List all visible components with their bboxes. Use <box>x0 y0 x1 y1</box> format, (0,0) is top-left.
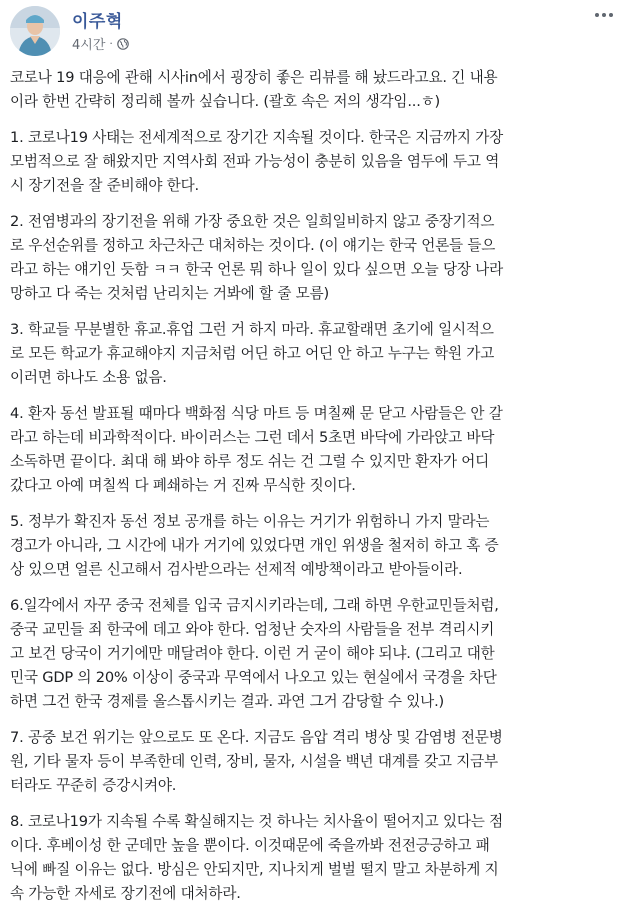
post-paragraph-8: 8. 코로나19가 지속될 수록 확실해지는 것 하나는 치사율이 떨어지고 있다는 점 이다. 후베이성 한 군데만 높을 뿐이다. 이것때문에 죽을까봐 전전긍긍하고 패 닉에 빠질 이유는 없다. 방심은 안되지만, 지나치게 벌벌 떨지 말고 차분하게 지 속 가능한 자세로 장기전에 대처하라. <box>10 813 504 902</box>
author-name[interactable]: 이주혁 <box>72 12 123 32</box>
post-meta <box>72 34 129 53</box>
post-header <box>10 6 616 56</box>
post-paragraph-intro: 코로나 19 대응에 관해 시사in에서 굉장히 좋은 리뷰를 해 놨드라고요. 긴 내용 이라 한번 간략히 정리해 볼까 싶습니다. (괄호 속은 저의 생각임...ㅎ) <box>10 69 498 110</box>
post-body <box>10 66 616 918</box>
post-paragraph-1: 1. 코로나19 사태는 전세계적으로 장기간 지속될 것이다. 한국은 지금까지 가장 모범적으로 잘 해왔지만 지역사회 전파 가능성이 충분히 있음을 염두에 두고 역 시 장기전을 잘 준비해야 한다. <box>10 129 504 194</box>
meta-separator: · <box>109 37 113 50</box>
post-timestamp[interactable]: 4시간 <box>72 38 106 53</box>
more-options-icon[interactable] <box>592 8 616 22</box>
post-paragraph-4: 4. 환자 동선 발표될 때마다 백화점 식당 마트 등 며칠째 문 닫고 사람들은 안 갈 라고 하는데 비과학적이다. 바이러스는 그런 데서 5초면 바닥에 가라앉고 바닥 소독하면 끝이다. 최대 해 봐야 하루 정도 쉬는 건 그럴 수 있지만 환자가 어디 갔다고 아예 며칠씩 다 폐쇄하는 거 진짜 무식한 짓이다. <box>10 405 503 494</box>
post-paragraph-5: 5. 정부가 확진자 동선 정보 공개를 하는 이유는 거기가 위험하니 가지 말라는 경고가 아니라, 그 시간에 내가 거기에 있었다면 개인 위생을 철저히 하고 혹 증 상 있으면 얼른 신고해서 검사받으라는 선제적 예방책이라고 받아들이라. <box>10 513 499 578</box>
globe-icon[interactable] <box>117 38 129 50</box>
post-paragraph-3: 3. 학교들 무분별한 휴교.휴업 그런 거 하지 마라. 휴교할래면 초기에 일시적으 로 모든 학교가 휴교해야지 지금처럼 어딘 하고 어딘 안 하고 누구는 학원 가고 이러면 하나도 소용 없음. <box>10 321 495 386</box>
post-paragraph-2: 2. 전염병과의 장기전을 위해 가장 중요한 것은 일희일비하지 않고 중장기적으 로 우선순위를 정하고 차근차근 대처하는 것이다. (이 얘기는 한국 언론들 들으 라고 하는 얘기인 듯함 ㅋㅋ 한국 언론 뭐 하나 일이 있다 싶으면 오늘 당장 나라 망하고 다 죽는 것처럼 난리치는 거봐에 할 줄 모름) <box>10 213 503 302</box>
post-paragraph-7: 7. 공중 보건 위기는 앞으로도 또 온다. 지금도 음압 격리 병상 및 감염병 전문병 원, 기타 물자 등이 부족한데 인력, 장비, 물자, 시설을 백년 대계를 갖고 지금부 터라도 꾸준히 증강시켜야. <box>10 729 503 794</box>
post-paragraph-6: 6.일각에서 자꾸 중국 전체를 입국 금지시키라는데, 그래 하면 우한교민들처럼, 중국 교민들 죄 한국에 데고 와야 한다. 엄청난 숫자의 사람들을 전부 격리시키 고 보건 당국이 거기에만 매달려야 한다. 이런 거 굳이 해야 되냐. (그리고 대한 민국 GDP 의 20% 이상이 중국과 무역에서 나오고 있는 현실에서 국경을 차단 하면 그건 한국 경제를 올스톱시키는 결과. 과연 그거 감당할 수 있나.) <box>10 597 499 710</box>
avatar[interactable] <box>10 6 60 56</box>
